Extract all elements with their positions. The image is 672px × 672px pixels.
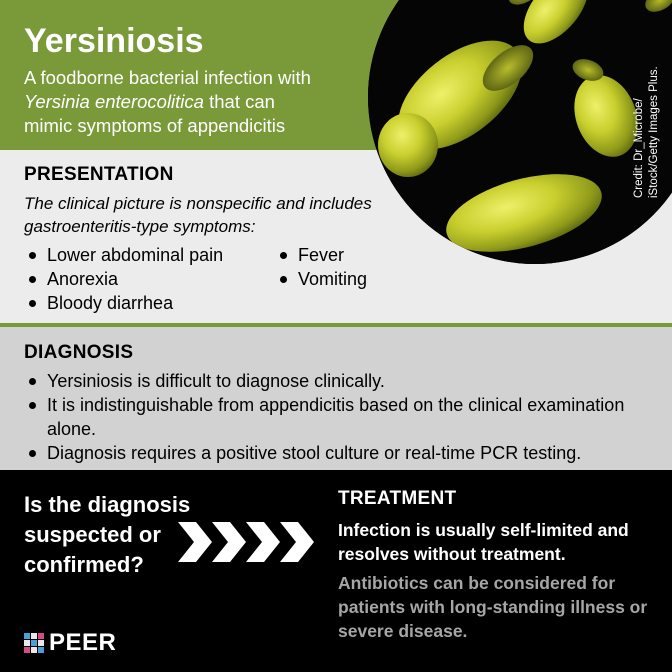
list-item: Fever	[275, 243, 367, 267]
list-item: Yersiniosis is difficult to diagnose clinically.	[24, 369, 654, 393]
treatment-heading: TREATMENT	[338, 488, 457, 509]
peer-logo-text: PEER	[49, 629, 117, 656]
peer-logo	[24, 630, 116, 656]
list-item: Diagnosis requires a positive stool culture or real-time PCR testing.	[24, 441, 654, 465]
peer-logo-icon	[24, 633, 45, 654]
diagnosis-list	[24, 369, 654, 465]
list-item: Bloody diarrhea	[24, 291, 223, 315]
list-item: Vomiting	[275, 267, 367, 291]
subtitle-text-end: that can mimic symptoms of appendicitis	[24, 91, 286, 136]
list-item: It is indistinguishable from appendicitis based on the clinical examination alone.	[24, 393, 654, 441]
diagnosis-section	[0, 327, 672, 470]
image-credit: Credit: Dr_Microbe/ iStock/Getty Images Plus.	[633, 66, 660, 198]
bacterium-shape	[378, 113, 438, 177]
presentation-intro: The clinical picture is nonspecific and includes gastroenteritis-type symptoms:	[24, 194, 372, 236]
subtitle-organism-name: Yersinia enterocolitica	[24, 91, 204, 112]
presentation-heading: PRESENTATION	[24, 164, 174, 185]
list-item: Lower abdominal pain	[24, 243, 223, 267]
question-text: Is the diagnosis suspected or confirmed?	[24, 492, 191, 577]
subtitle-text-start: A foodborne bacterial infection with	[24, 67, 311, 88]
diagnosis-heading: DIAGNOSIS	[24, 342, 134, 363]
page-subtitle	[24, 66, 324, 138]
treatment-panel	[0, 470, 672, 672]
list-item: Anorexia	[24, 267, 223, 291]
symptom-list-left	[24, 243, 223, 315]
symptom-list-right	[275, 243, 367, 291]
page-title: Yersiniosis	[24, 22, 204, 60]
arrow-chevrons-icon	[178, 520, 318, 564]
treatment-main-text: Infection is usually self-limited and resolves without treatment.	[338, 520, 629, 564]
treatment-secondary-text: Antibiotics can be considered for patients with long-standing illness or severe disease.	[338, 573, 648, 641]
